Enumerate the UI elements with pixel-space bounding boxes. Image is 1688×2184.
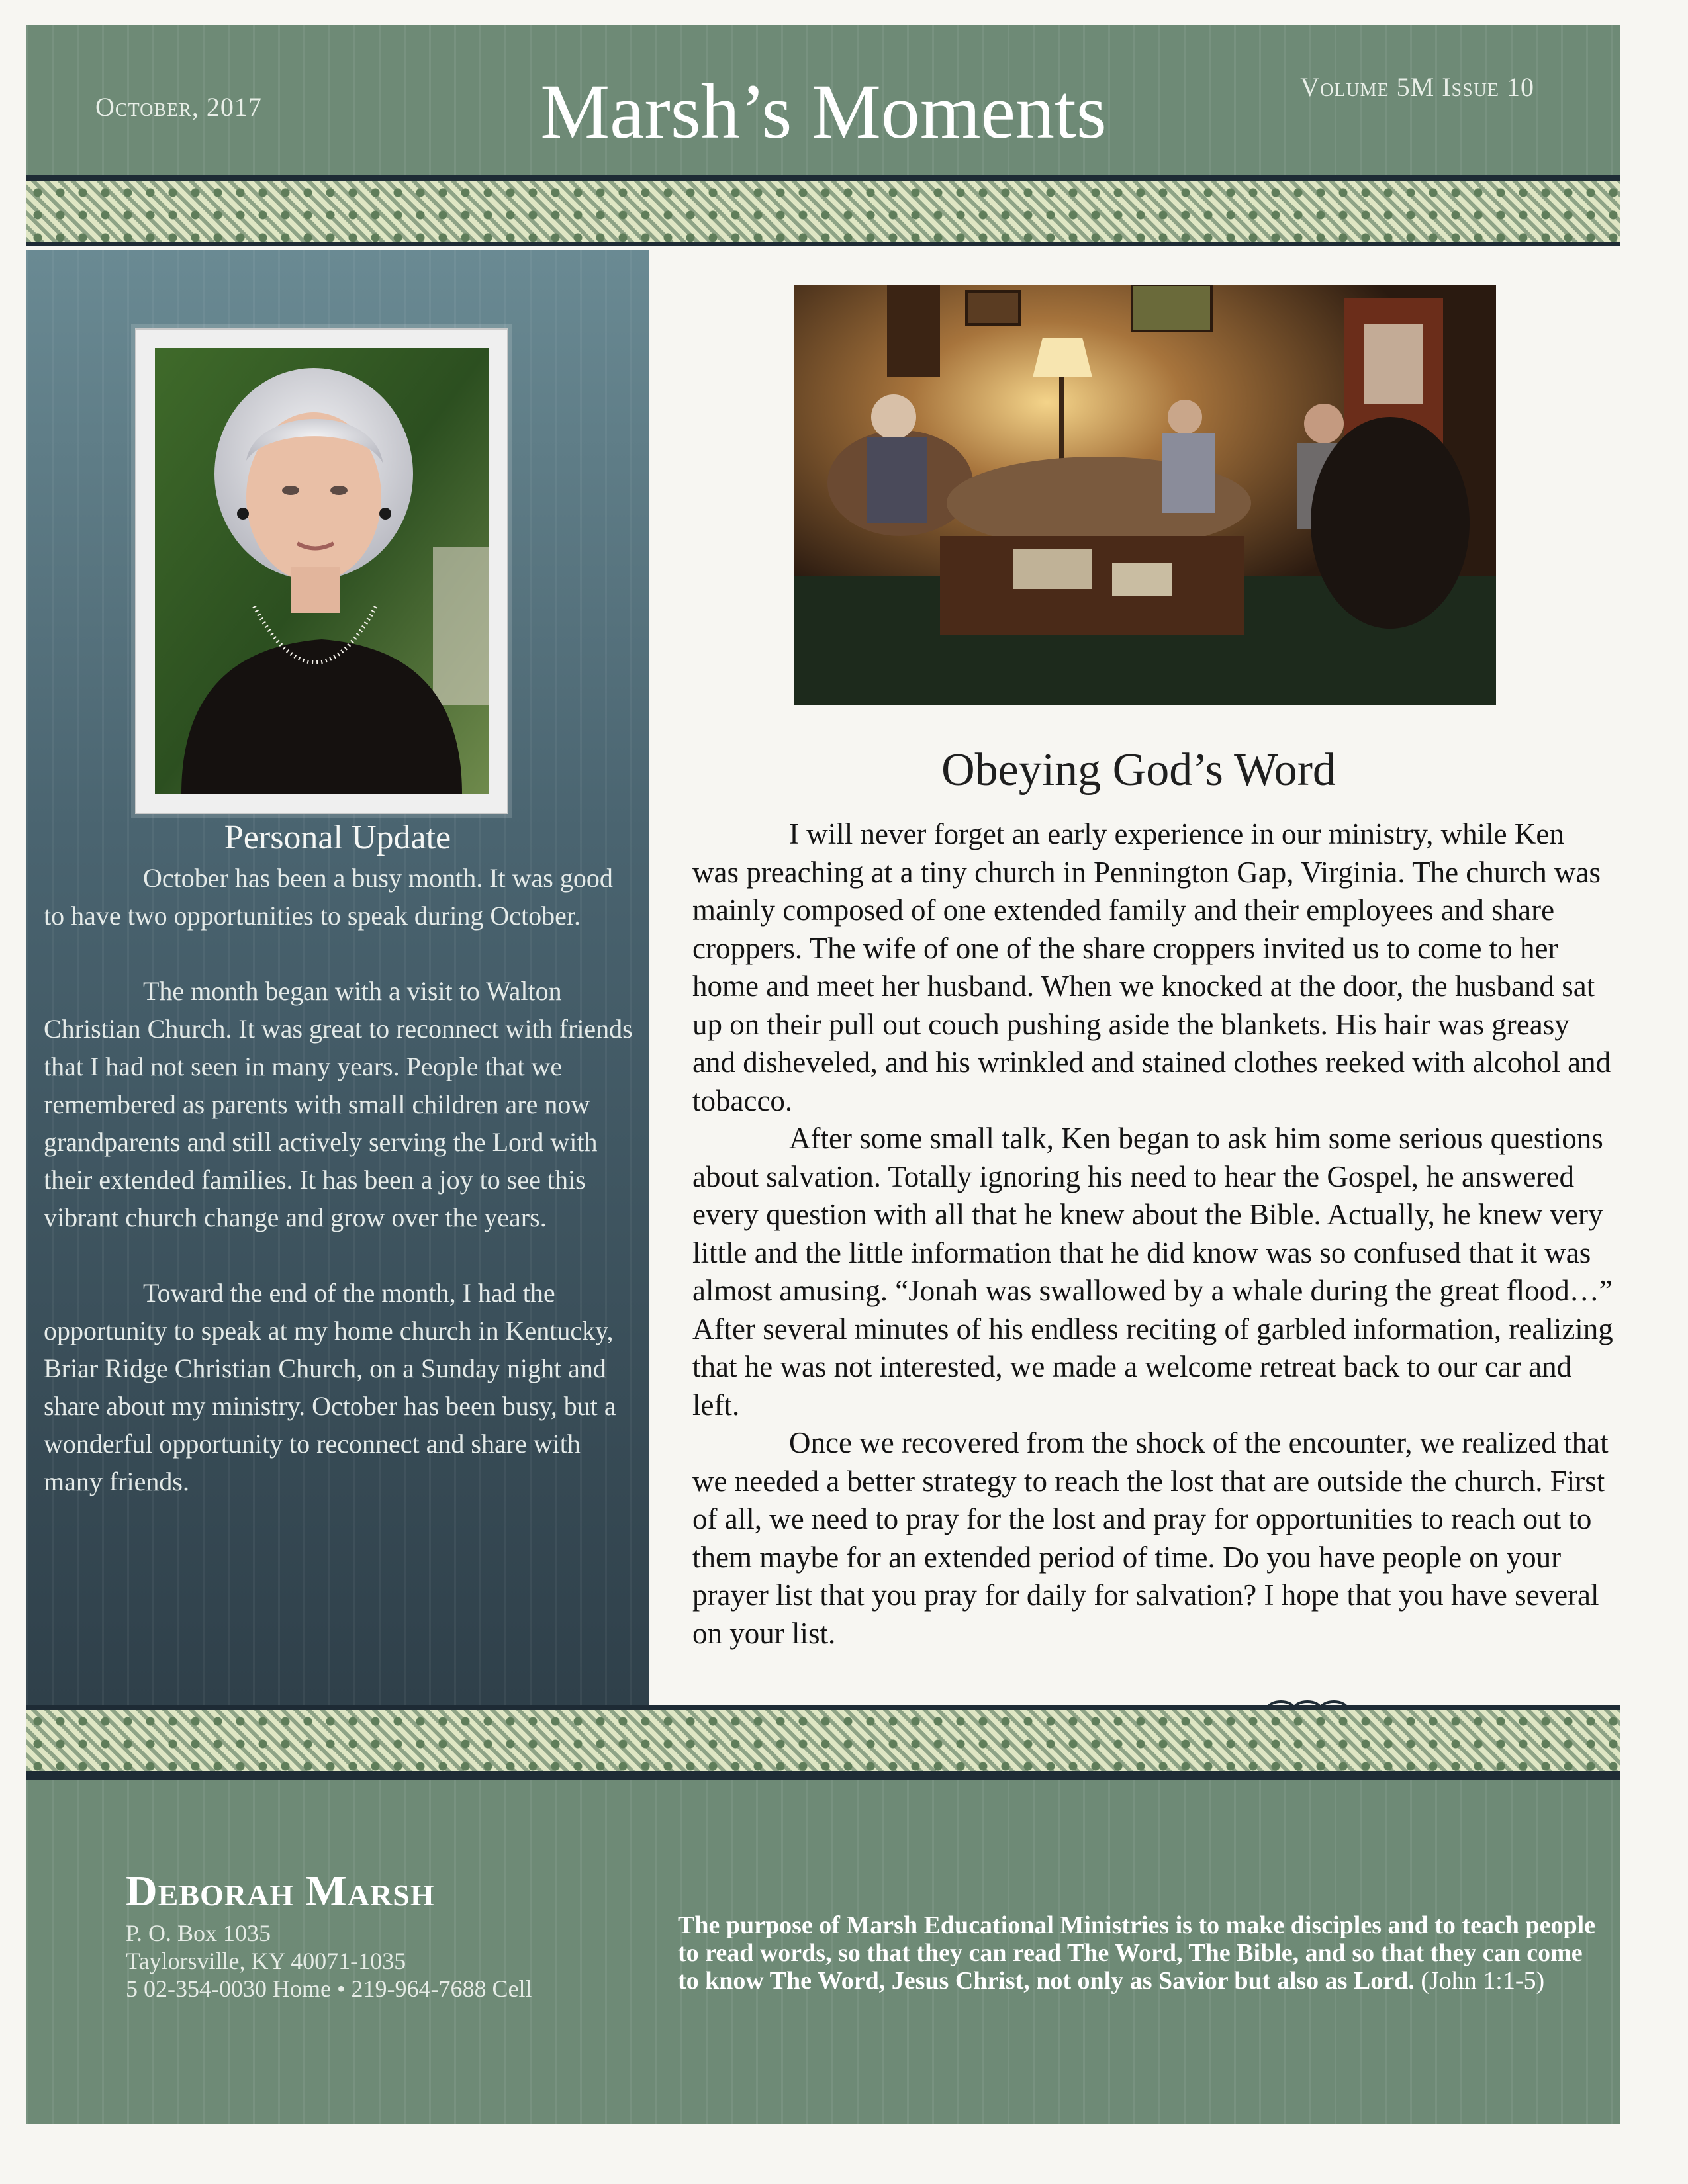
sidebar-paragraph: The month began with a visit to Walton Christian Church. It was great to reconnect with friends that I had not seen in many years. People that we remembered as parents with small children are now grandparents and still actively serving the Lord with their extended families. It has been a joy to see this vibrant church change and grow over the years. <box>44 976 633 1232</box>
sidebar-paragraph: Toward the end of the month, I had the opportunity to speak at my home church in Kentucky, Briar Ridge Christian Church, on a Sunday night and share about my ministry. October has been busy, but a wonderful opportunity to reconnect and share with many friends. <box>44 1278 616 1496</box>
header-divider-line-lower <box>26 242 1620 246</box>
footer-divider-line <box>26 1705 1620 1710</box>
masthead <box>26 25 1620 177</box>
contact-address <box>126 1919 532 2003</box>
address-line: P. O. Box 1035 <box>126 1920 271 1946</box>
sidebar-body <box>44 859 639 1500</box>
issue-volume: Volume 5M Issue 10 <box>1300 72 1534 102</box>
article-paragraph: Once we recovered from the shock of the encounter, we realized that we needed a better strategy to reach the lost that are outside the church. First of all, we need to pray for the lost and pray for opportunities to reach out to them maybe for an extended period of time. Do you have people on your prayer list that you pray for daily for salvation? I hope that you have several on your list. <box>692 1426 1609 1650</box>
article-body <box>692 815 1615 1653</box>
sidebar-heading: Personal Update <box>224 819 451 856</box>
header-pattern-band <box>26 181 1620 242</box>
article-paragraph: I will never forget an early experience in our ministry, while Ken was preaching at a tiny church in Pennington Gap, Virginia. The church was mainly composed of one extended family and their employees and share croppers. The wife of one of the share croppers invited us to come to her home and meet her husband. When we knocked at the door, the husband sat up on their pull out couch pushing aside the blankets. His hair was greasy and disheveled, and his wrinkled and stained clothes reeked with alcohol and tobacco. <box>692 817 1611 1117</box>
footer-pattern-band <box>26 1710 1620 1771</box>
portrait-frame <box>135 328 508 814</box>
author-portrait <box>155 348 489 794</box>
sidebar-paragraph: October has been a busy month. It was good to have two opportunities to speak during October. <box>44 863 613 931</box>
article-paragraph: After some small talk, Ken began to ask him some serious questions about salvation. Totally ignoring his need to hear the Gospel, he answered every question with all that he knew about the Bible. Actually, he knew very little and the little information that he did know was so confused that it was almost amusing. “Jonah was swallowed by a whale during the great flood…” After several minutes of his endless reciting of garbled information, realizing that he was not interested, we made a welcome retreat back to our car and left. <box>692 1122 1613 1422</box>
article-title: Obeying God’s Word <box>941 745 1336 796</box>
sidebar-personal-update <box>26 250 649 1705</box>
footer-contact <box>26 1780 1620 2124</box>
mission-statement <box>678 1911 1605 1995</box>
footer-divider-line-lower <box>26 1771 1620 1780</box>
contact-name: Deborah Marsh <box>126 1867 435 1915</box>
bible-study-photo <box>794 285 1496 705</box>
issue-date: October, 2017 <box>95 92 262 122</box>
phone-line: 5 02-354-0030 Home • 219-964-7688 Cell <box>126 1976 532 2002</box>
header-divider-line <box>26 175 1620 181</box>
mission-text: The purpose of Marsh Educational Ministries is to make disciples and to teach people to read words, so that they can read The Word, The Bible, and so that they can come to know The Word, Jesus Christ, not only as Savior but also as Lord. <box>678 1911 1595 1995</box>
address-line: Taylorsville, KY 40071-1035 <box>126 1948 406 1974</box>
scripture-reference: (John 1:1-5) <box>1421 1967 1545 1995</box>
newsletter-title: Marsh’s Moments <box>540 68 1107 155</box>
